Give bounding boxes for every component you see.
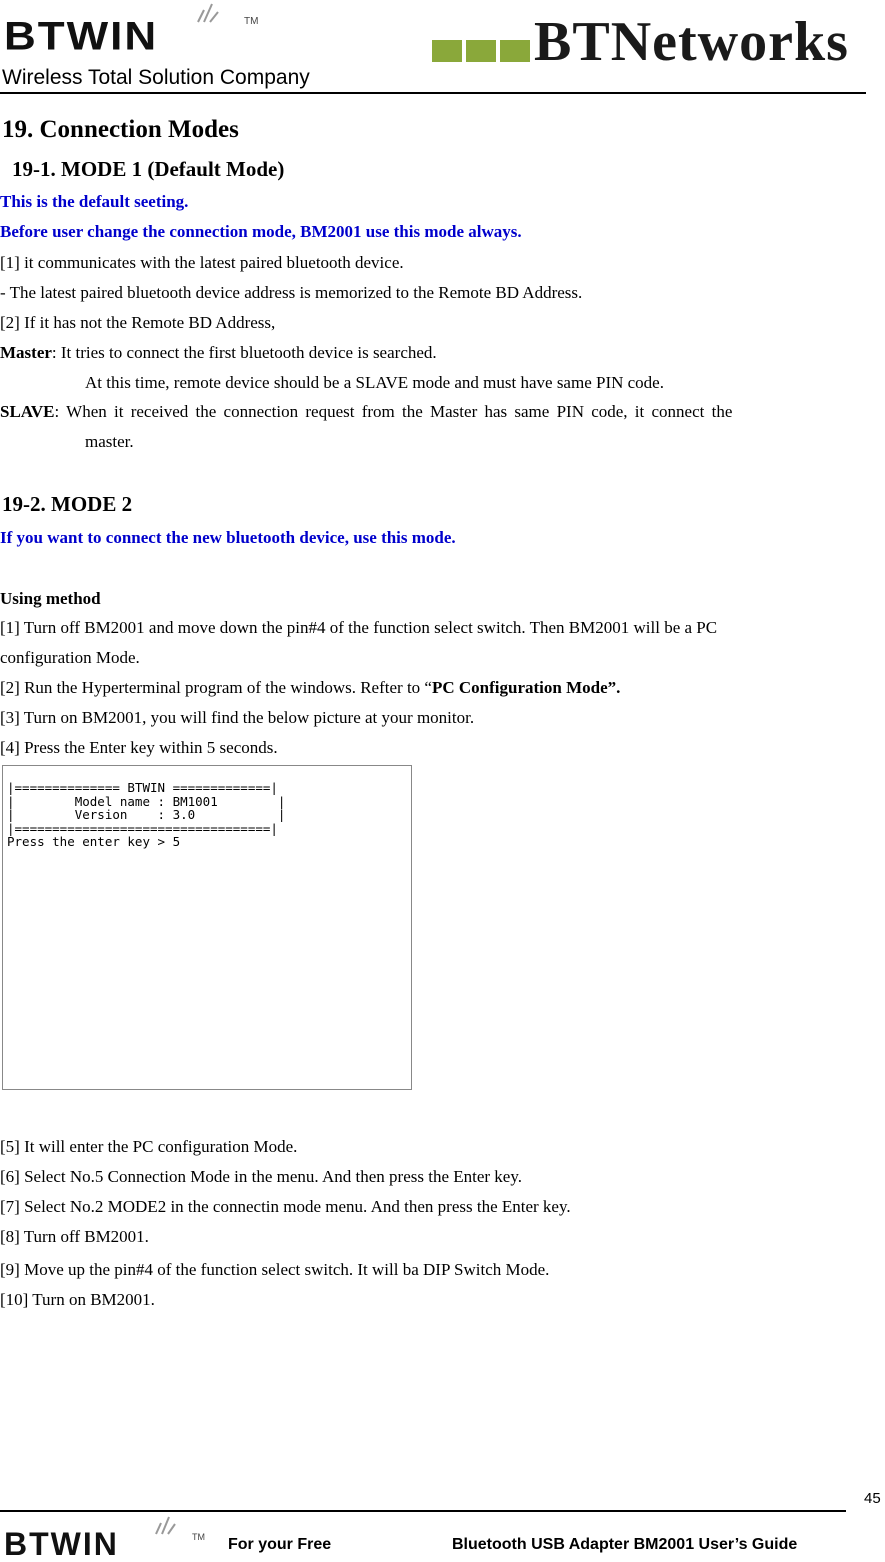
mode2-heading: 19-2. MODE 2 (2, 492, 133, 516)
footer-rule (0, 1510, 846, 1512)
btwin-logo-signal-icon (190, 0, 230, 26)
footer-logo: BTWIN (4, 1526, 119, 1562)
btwin-logo: BTWIN (4, 14, 159, 59)
step-3: [3] Turn on BM2001, you will find the below picture at your monitor. (0, 708, 475, 727)
step-9: [9] Move up the pin#4 of the function select switch. It will ba DIP Switch Mode. (0, 1260, 550, 1279)
step-1: [1] Turn off BM2001 and move down the pin#4 of the function select switch. Then BM2001 will be a PC (0, 618, 718, 637)
step-10: [10] Turn on BM2001. (0, 1290, 155, 1309)
terminal-line: |==================================| (7, 820, 278, 836)
slave-description-cont: master. (85, 432, 134, 451)
mode1-step-2: [2] If it has not the Remote BD Address, (0, 313, 276, 332)
mode1-step-1: [1] it communicates with the latest paired bluetooth device. (0, 253, 404, 272)
terminal-line: Press the enter key > 5 (7, 834, 181, 849)
footer (0, 1480, 885, 1561)
footer-left-text: For your Free (228, 1536, 332, 1553)
step-4: [4] Press the Enter key within 5 seconds. (0, 738, 278, 757)
step-6: [6] Select No.5 Connection Mode in the menu. And then press the Enter key. (0, 1167, 523, 1186)
company-tagline: Wireless Total Solution Company (2, 66, 310, 89)
step-1-cont: configuration Mode. (0, 648, 140, 667)
footer-tm: TM (192, 1532, 205, 1542)
hyperterminal-screenshot (2, 765, 412, 1090)
btnetworks-logo: BTNetworks (534, 11, 849, 73)
step-7: [7] Select No.2 MODE2 in the connectin mode menu. And then press the Enter key. (0, 1197, 571, 1216)
step-2 (0, 678, 620, 698)
btwin-tm: TM (244, 16, 259, 27)
mode1-usage-note: Before user change the connection mode, BM2001 use this mode always. (0, 222, 522, 241)
footer-guide-title: Bluetooth USB Adapter BM2001 User’s Guide (452, 1536, 798, 1553)
mode1-default-note: This is the default seeting. (0, 192, 189, 211)
master-text: : It tries to connect the first bluetooth device is searched. (51, 343, 437, 362)
master-label: Master (0, 343, 52, 362)
page-title: 19. Connection Modes (2, 116, 239, 143)
mode1-address-note: - The latest paired bluetooth device address is memorized to the Remote BD Address. (0, 283, 583, 302)
btnetworks-squares-icon (432, 40, 532, 62)
step-2-text: [2] Run the Hyperterminal program of the windows. Refter to “ (0, 678, 432, 697)
page-number: 45 (864, 1490, 881, 1507)
header-rule (0, 92, 866, 94)
terminal-line: | Model name : BM1001 | (7, 793, 286, 809)
slave-text: : When it received the connection request from the Master has same PIN code, it connect the (54, 402, 733, 421)
header (0, 0, 885, 96)
slave-label: SLAVE (0, 402, 55, 421)
terminal-line: | Version : 3.0 | (7, 807, 286, 822)
mode1-heading: 19-1. MODE 1 (Default Mode) (12, 157, 285, 181)
using-method-heading: Using method (0, 589, 101, 608)
master-description-cont: At this time, remote device should be a SLAVE mode and must have same PIN code. (85, 373, 664, 392)
step-8: [8] Turn off BM2001. (0, 1227, 149, 1246)
slave-description (0, 402, 883, 422)
master-description (0, 343, 437, 363)
footer-logo-signal-icon (150, 1514, 184, 1536)
mode2-note: If you want to connect the new bluetooth device, use this mode. (0, 528, 456, 547)
terminal-line: |============== BTWIN =============| (7, 780, 278, 795)
step-5: [5] It will enter the PC configuration Mode. (0, 1137, 298, 1156)
step-2-reference: PC Configuration Mode”. (431, 678, 621, 697)
